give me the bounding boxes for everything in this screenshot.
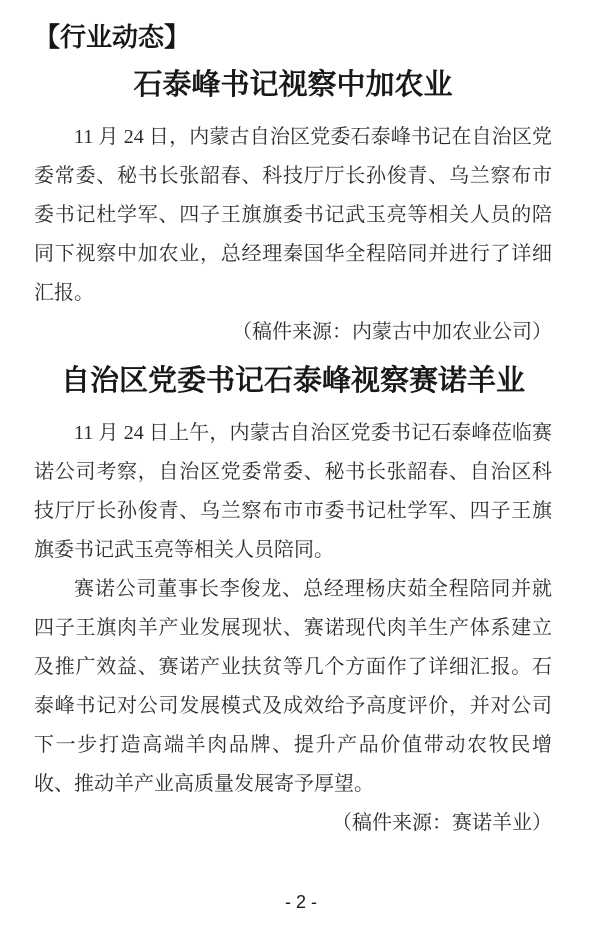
article-zhongjia-source-line: （稿件来源：内蒙古中加农业公司） (232, 321, 552, 343)
article-sainuo-paragraph-1: 11 月 24 日上午，内蒙古自治区党委书记石泰峰莅临赛诺公司考察，自治区党委常委、秘书长张韶春、自治区科技厅厅长孙俊青、乌兰察布市市委书记杜学军、四子王旗旗委书记武玉亮等相关人员陪同。 (34, 422, 552, 561)
article-sainuo-paragraph-2: 赛诺公司董事长李俊龙、总经理杨庆茹全程陪同并就四子王旗肉羊产业发展现状、赛诺现代肉羊生产体系建立及推广效益、赛诺产业扶贫等几个方面作了详细汇报。石泰峰书记对公司发展模式及成效给予高度评价，并对公司下一步打造高端羊肉品牌、提升产品价值带动农牧民增收、推动羊产业高质量发展寄予厚望。 (34, 578, 552, 795)
article-zhongjia (34, 64, 552, 352)
section-header: 【行业动态】 (34, 22, 191, 52)
article-sainuo-source-line: （稿件来源：赛诺羊业） (332, 812, 552, 834)
article-title-sainuo: 自治区党委书记石泰峰视察赛诺羊业 (60, 365, 525, 397)
article-title-zhongjia: 石泰峰书记视察中加农业 (133, 69, 453, 101)
page-number: - 2 - (284, 892, 317, 912)
article-zhongjia-paragraph-1: 11 月 24 日，内蒙古自治区党委石泰峰书记在自治区党委常委、秘书长张韶春、科技厅厅长孙俊青、乌兰察布市委书记杜学军、四子王旗旗委书记武玉亮等相关人员的陪同下视察中加农业，总经理秦国华全程陪同并进行了详细汇报。 (34, 126, 552, 304)
article-sainuo (34, 360, 552, 843)
